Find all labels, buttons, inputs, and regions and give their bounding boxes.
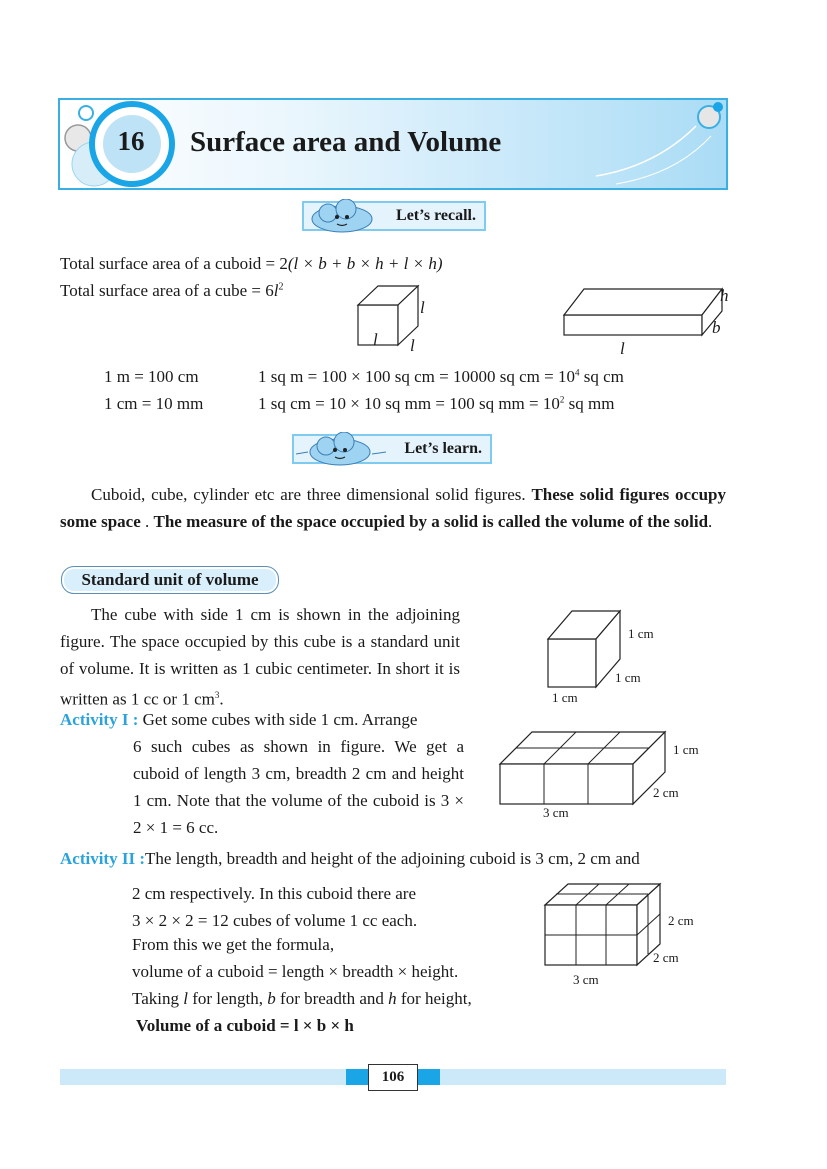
activity2-label-breadth: 2 cm [653,950,679,965]
cloud-icon [304,199,382,237]
cube-figure [350,280,440,355]
conversion-left-1: 1 m = 100 cm [104,367,199,386]
section-heading-standard-unit: Standard unit of volume [61,566,279,594]
learn-label: Let’s learn. [404,440,482,457]
unit-cube-label-bottom: 1 cm [552,690,578,705]
activity2-line-3: From this we get the formula, [132,935,335,954]
cuboid-label-breadth: b [712,318,721,337]
activity2-line-2: 3 × 2 × 2 = 12 cubes of volume 1 cc each. [132,911,418,930]
activity2-line-4: volume of a cuboid = length × breadth × height. [132,962,459,981]
activity1-first-line: Activity I : Get some cubes with side 1 cm. Arrange [60,710,418,729]
chapter-number: 16 [117,126,145,156]
activity2-label-length: 3 cm [573,972,599,987]
conversion-right-1: 1 sq m = 100 × 100 sq cm = 10000 sq cm = $10^4$ sq cm [258,367,624,386]
activity2-cuboid-figure [540,880,665,972]
recall-label: Let’s recall. [396,207,476,224]
recall-header [302,201,486,231]
activity1-text: 6 such cubes as shown in figure. We get a cuboid of length 3 cm, breadth 2 cm and height 1 cm. Note that the volume of the cuboid is 3 × 2 × 1 = 6 cc. [133,737,464,837]
tsa-cuboid-line: Total surface area of a cuboid = 2(l × b + b × h + l × h) [60,254,443,273]
unit-cube-label-depth: 1 cm [615,670,641,685]
conversion-left-2: 1 cm = 10 mm [104,394,204,413]
activity1-cuboid-figure [495,726,670,810]
chapter-title: Surface area and Volume [190,126,502,158]
cuboid-figure [560,285,730,345]
activity2-line-1: 2 cm respectively. In this cuboid there are [132,884,417,903]
cube-label-bottom-right: l [410,336,415,355]
volume-formula: Volume of a cuboid = l × b × h [136,1016,354,1035]
tsa-cube-line: Total surface area of a cube = $6l^2$ [60,281,284,300]
activity1-label-length: 3 cm [543,805,569,820]
cube-label-top: l [420,298,425,317]
activity2-label-height: 2 cm [668,913,694,928]
cube-label-bottom-left: l [373,330,378,349]
cloud-icon [294,432,390,470]
conversion-right-2: 1 sq cm = 10 × 10 sq mm = 100 sq mm = $10^2$ sq mm [258,394,615,413]
page-number: 106 [368,1064,418,1091]
intro-paragraph: Cuboid, cube, cylinder etc are three dimensional solid figures. These solid figures occupy some space . The measure of the space occupied by a solid is called the volume of the solid. [60,485,726,531]
cuboid-label-height: h [720,286,729,305]
activity1-label-breadth: 2 cm [653,785,679,800]
activity2-first-line: Activity II :The length, breadth and height of the adjoining cuboid is 3 cm, 2 cm and [60,849,640,868]
cuboid-label-length: l [620,339,625,358]
activity2-taking-line: Taking l for length, b for breadth and h for height, [132,989,472,1008]
learn-header [292,434,492,464]
standard-unit-paragraph: The cube with side 1 cm is shown in the adjoining figure. The space occupied by this cube is a standard unit of volume. It is written as 1 cubic centimeter. In short it is written as 1 cc or 1 $cm^3$. [60,605,460,709]
unit-cube-label-right: 1 cm [628,626,654,641]
activity1-label-height: 1 cm [673,742,699,757]
